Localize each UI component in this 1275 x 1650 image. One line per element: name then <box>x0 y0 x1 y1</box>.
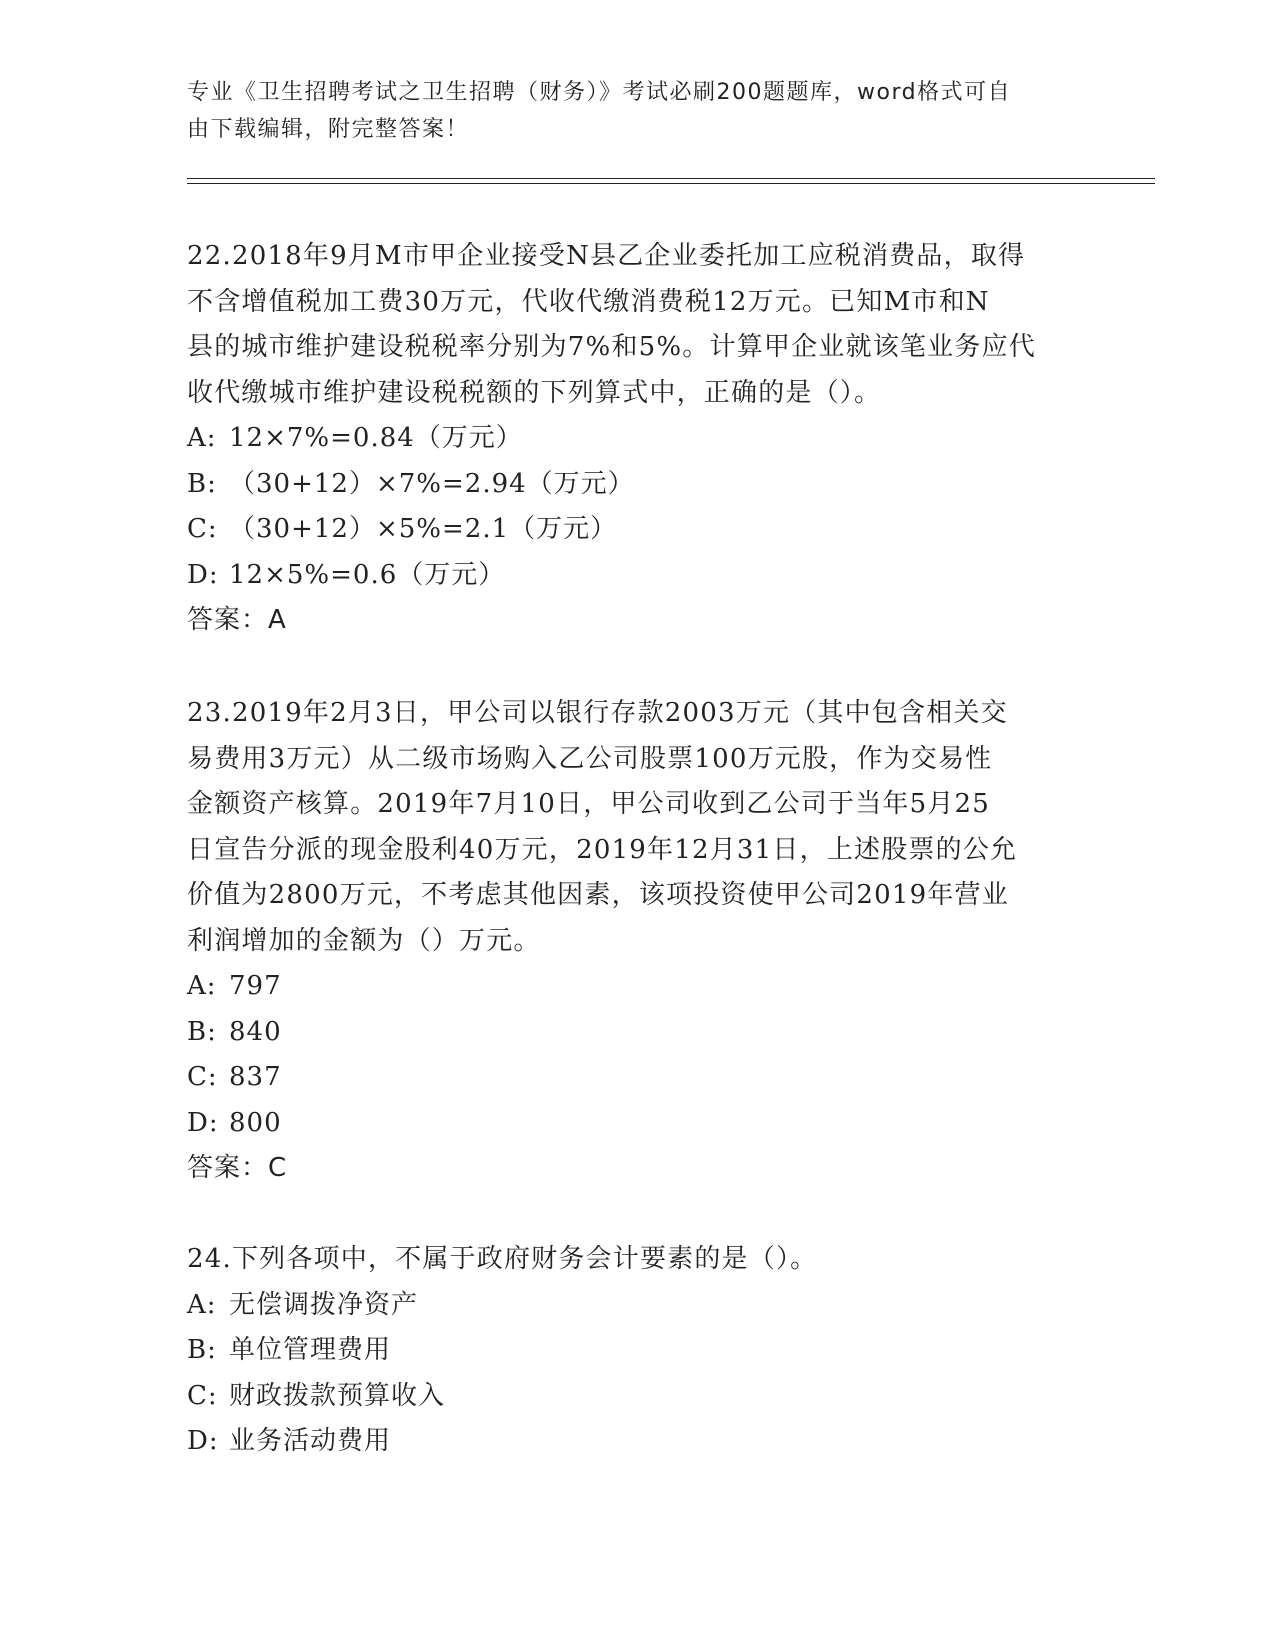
option-text: 12×5%=0.6（万元） <box>229 559 506 590</box>
question-block <box>187 234 1087 644</box>
question-block <box>187 691 1087 1192</box>
option-key: D: <box>187 1107 219 1138</box>
answer-option-a <box>187 416 1087 462</box>
question-stem-line: 22.2018年9月M市甲企业接受N县乙企业委托加工应税消费品，取得 <box>187 241 1026 271</box>
option-text: （30+12）×7%=2.94（万元） <box>229 468 635 499</box>
answer-option-d <box>187 553 1087 599</box>
question-stem-line: 县的城市维护建设税税率分别为7%和5%。计算甲企业就该笔业务应代 <box>187 332 1036 362</box>
option-text: 840 <box>229 1016 282 1047</box>
option-text: 无偿调拨净资产 <box>229 1289 419 1320</box>
question-stem-line: 24.下列各项中，不属于政府财务会计要素的是（）。 <box>187 1244 818 1274</box>
question-stem-line: 不含增值税加工费30万元，代收代缴消费税12万元。已知M市和N <box>187 286 990 317</box>
answer-option-a <box>187 964 1087 1010</box>
option-text: 财政拨款预算收入 <box>229 1380 446 1411</box>
answer-option-a <box>187 1283 1087 1329</box>
option-key: C: <box>187 514 218 544</box>
answer-key: 答案：A <box>187 605 287 635</box>
answer-option-c <box>187 507 1087 553</box>
option-key: A: <box>187 1289 217 1320</box>
option-key: A: <box>187 971 217 1001</box>
option-text: 797 <box>229 971 282 1001</box>
header-line: 专业《卫生招聘考试之卫生招聘（财务）》考试必刷200题题库，word格式可自 <box>187 80 1012 105</box>
header-divider <box>187 183 1155 184</box>
question-stem-line: 金额资产核算。2019年7月10日，甲公司收到乙公司于当年5月25 <box>187 789 991 819</box>
option-text: 800 <box>229 1107 282 1138</box>
option-key: B: <box>187 1016 217 1047</box>
header-divider <box>187 178 1155 179</box>
option-key: B: <box>187 1335 217 1365</box>
option-key: A: <box>187 423 217 453</box>
answer-option-b <box>187 1010 1087 1056</box>
option-text: 业务活动费用 <box>229 1426 392 1456</box>
option-key: C: <box>187 1062 218 1092</box>
question-stem-line: 日宣告分派的现金股利40万元，2019年12月31日，上述股票的公允 <box>187 834 1018 865</box>
answer-option-c <box>187 1055 1087 1101</box>
option-key: C: <box>187 1380 218 1411</box>
question-stem-line: 利润增加的金额为（）万元。 <box>187 925 541 956</box>
answer-option-c <box>187 1374 1087 1420</box>
header-line: 由下载编辑，附完整答案！ <box>187 117 470 142</box>
answer-option-b <box>187 462 1087 508</box>
option-key: D: <box>187 559 219 590</box>
question-stem-line: 易费用3万元）从二级市场购入乙公司股票100万元股，作为交易性 <box>187 743 993 774</box>
option-key: B: <box>187 468 217 499</box>
document-header <box>187 74 1067 148</box>
option-text: 12×7%=0.84（万元） <box>229 423 523 453</box>
option-text: 单位管理费用 <box>229 1335 392 1365</box>
question-stem-line: 23.2019年2月3日，甲公司以银行存款2003万元（其中包含相关交 <box>187 698 1008 728</box>
question-stem-line: 收代缴城市维护建设税税额的下列算式中，正确的是（）。 <box>187 377 882 408</box>
answer-key: 答案：C <box>187 1153 288 1183</box>
answer-option-d <box>187 1101 1087 1147</box>
option-text: 837 <box>229 1062 282 1092</box>
option-key: D: <box>187 1426 219 1456</box>
answer-option-d <box>187 1419 1087 1465</box>
question-block <box>187 1237 1087 1465</box>
question-stem-line: 价值为2800万元，不考虑其他因素，该项投资使甲公司2019年营业 <box>187 880 1009 910</box>
option-text: （30+12）×5%=2.1（万元） <box>229 514 618 544</box>
answer-option-b <box>187 1328 1087 1374</box>
